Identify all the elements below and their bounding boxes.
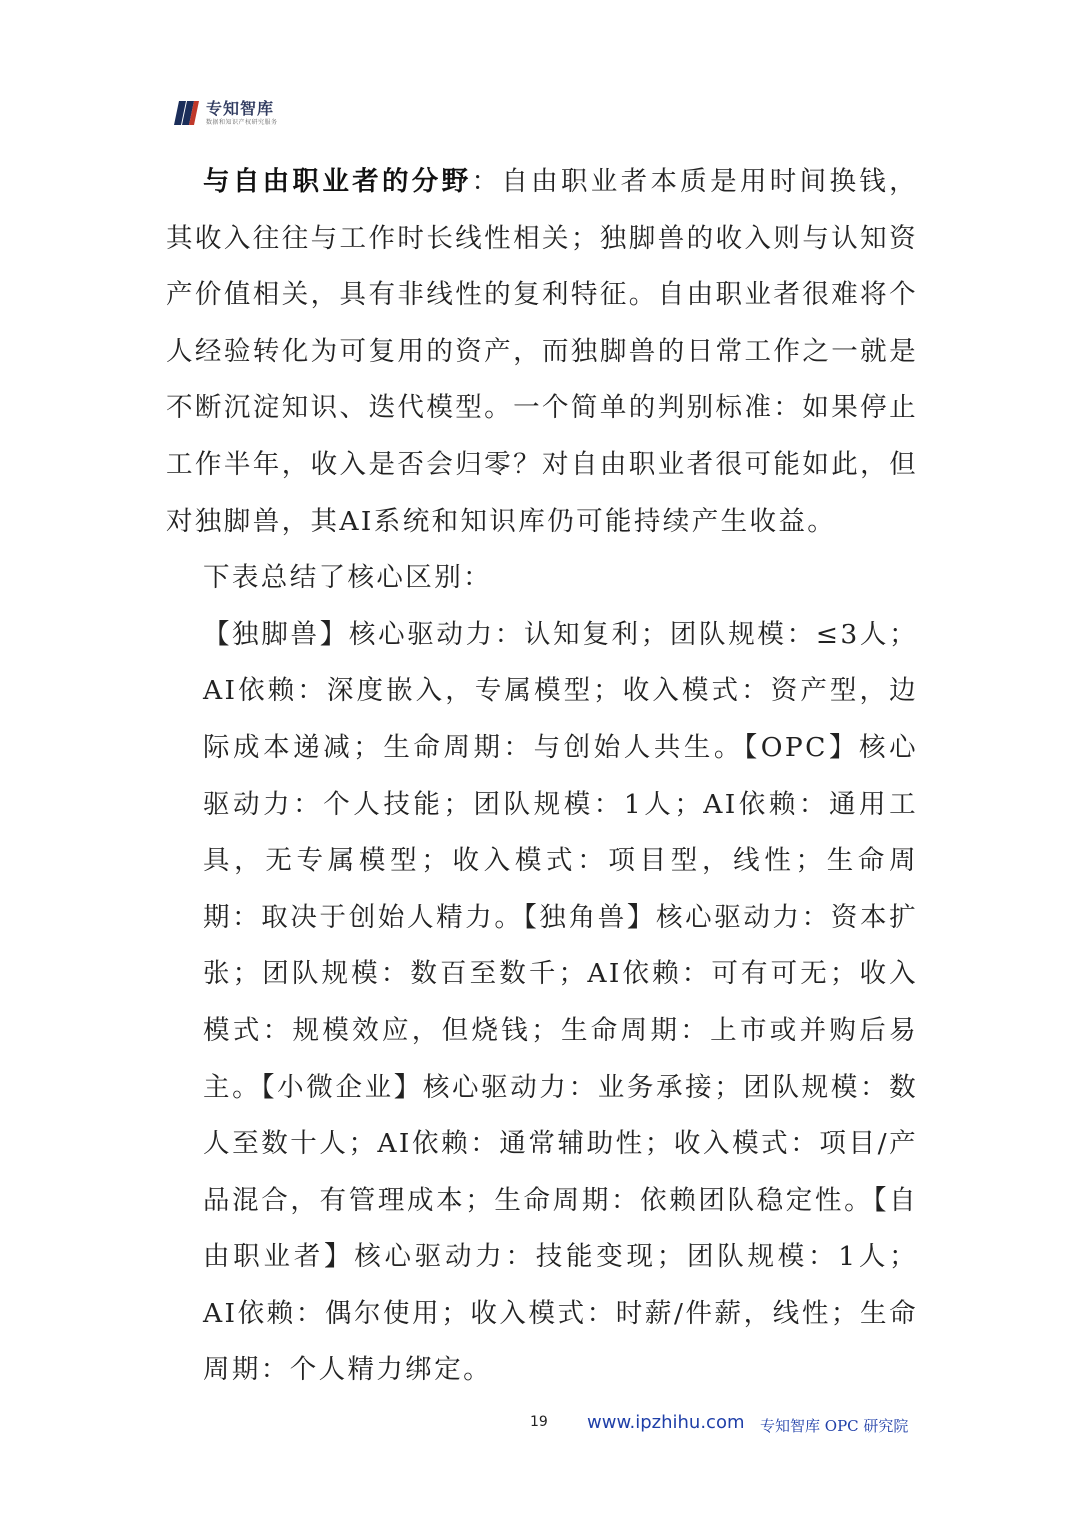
footer-website-link[interactable]: www.ipzhihu.com xyxy=(587,1412,745,1433)
page-number: 19 xyxy=(530,1414,548,1430)
logo-text xyxy=(206,98,278,126)
logo-tagline: 数据和知识产权研究服务 xyxy=(206,118,278,126)
footer-organization: 专知智库 OPC 研究院 xyxy=(760,1417,909,1435)
paragraph-lead-heading: 与自由职业者的分野 xyxy=(203,166,472,197)
header xyxy=(172,96,278,130)
page-footer xyxy=(0,1412,1080,1440)
logo-name: 专知智库 xyxy=(206,98,275,118)
zhuanzhi-logo-icon xyxy=(172,98,202,128)
document-body xyxy=(166,154,918,1399)
paragraph-table-intro: 下表总结了核心区别： xyxy=(203,562,492,594)
paragraph-text: ：自由职业者本质是用时间换钱，其收入往往与工作时长线性相关；独脚兽的收入则与认知资产价值相关，具有非线性的复利特征。自由职业者很难将个人经验转化为可复用的资产，而独脚兽的日常工作之一就是不断沉淀知识、迭代模型。一个简单的判别标准：如果停止工作半年，收入是否会归零？对自由职业者很可能如此，但对独脚兽，其AI系统和知识库仍可能持续产生收益。 xyxy=(166,166,919,537)
paragraph-freelancer-comparison xyxy=(166,154,918,550)
paragraph-comparison-list: 【独脚兽】核心驱动力：认知复利；团队规模：≤3人；AI依赖：深度嵌入，专属模型；收入模式：资产型，边际成本递减；生命周期：与创始人共生。【OPC】核心驱动力：个人技能；团队规模：1人；AI依赖：通用工具，无专属模型；收入模式：项目型，线性；生命周期：取决于创始人精力。【独角兽】核心驱动力：资本扩张；团队规模：数百至数千；AI依赖：可有可无；收入模式：规模效应，但烧钱；生命周期：上市或并购后易主。【小微企业】核心驱动力：业务承接；团队规模：数人至数十人；AI依赖：通常辅助性；收入模式：项目/产品混合，有管理成本；生命周期：依赖团队稳定性。【自由职业者】核心驱动力：技能变现；团队规模：1人；AI依赖：偶尔使用；收入模式：时薪/件薪，线性；生命周期：个人精力绑定。 xyxy=(203,618,918,1386)
